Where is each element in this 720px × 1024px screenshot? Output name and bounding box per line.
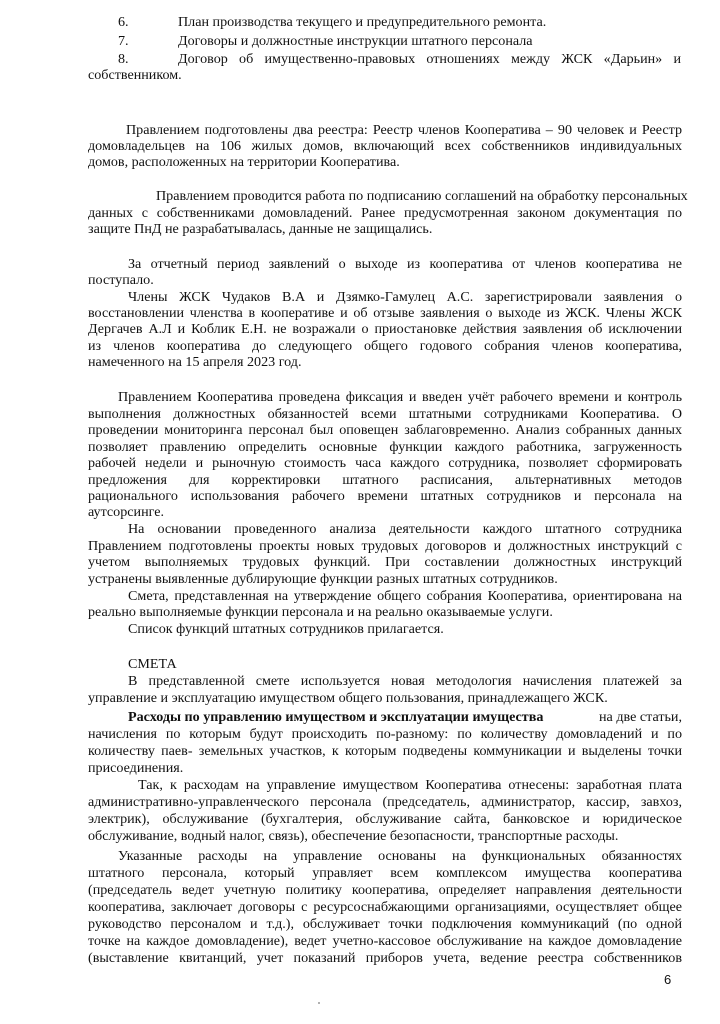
paragraph-line: количеству паев- земельных участков, к которым подведены коммуникации и выделены точки — [88, 743, 682, 759]
paragraph-line: управление и эксплуатацию имуществом общего пользования, принадлежащего ЖСК. — [88, 690, 608, 706]
list-item-text: План производства текущего и предупредительного ремонта. — [178, 14, 547, 30]
paragraph-line: из членов кооператива до следующего общего годового собрания членов кооператива, — [88, 338, 682, 354]
paragraph-line: Правлением подготовлены два реестра: Реестр членов Кооператива – 90 человек и Реестр — [126, 122, 682, 138]
paragraph-line: домов, расположенных на территории Кооператива. — [88, 154, 400, 170]
paragraph-line: Правлением проводится работа по подписанию соглашений на обработку персональных — [156, 188, 688, 204]
list-item-number: 8. — [118, 51, 129, 67]
paragraph-line: рационального использования рабочего времени штатных сотрудников и персонала на — [88, 488, 682, 504]
paragraph-line: рабочей недели и рыночную стоимость часа каждого сотрудника, позволяет сформировать — [88, 455, 682, 471]
paragraph-line: административно-управленческого персонала (председатель, администратор, кассир, завхоз, — [88, 794, 682, 810]
paragraph-line: Указанные расходы на управление основаны на функциональных обязанностях — [118, 848, 682, 864]
paragraph-line: руководство персоналом и т.д.), обслуживает точки подключения коммуникаций (по одной — [88, 916, 682, 932]
list-item-text: Договор об имущественно-правовых отношениях между ЖСК «Дарьин» и — [178, 51, 681, 67]
paragraph-line: В представленной смете используется новая методология начисления платежей за — [128, 673, 682, 689]
paragraph-line: Члены ЖСК Чудаков В.А и Дзямко-Гамулец А.С. зарегистрировали заявления о — [128, 289, 682, 305]
bold-lead-text: Расходы по управлению имуществом и эксплуатации имущества — [128, 709, 544, 725]
paragraph-line: штатного персонала, который управляет всем комплексом имущества кооператива — [88, 865, 682, 881]
paragraph-line: данных с собственниками домовладений. Ранее предусмотренная законом документация по — [88, 205, 682, 221]
paragraph-line: точке на каждое домовладение), ведет учетно-кассовое обслуживание на каждое домовладение — [88, 933, 682, 949]
paragraph-line: восстановлении членства в кооперативе и об отзыве заявления о выходе из ЖСК. Члены ЖСК — [88, 305, 682, 321]
paragraph-line: учетом выполняемых трудовых функций. При составлении должностных инструкций — [88, 554, 682, 570]
paragraph-line: устранены выявленные дублирующие функции разных штатных сотрудников. — [88, 571, 558, 587]
paragraph-line: присоединения. — [88, 760, 184, 776]
paragraph-line: обслуживание, водный налог, связь), обеспечение безопасности, транспортные расходы. — [88, 828, 619, 844]
paragraph-line: На основании проведенного анализа деятельности каждого штатного сотрудника — [128, 521, 682, 537]
paragraph-line: домовладельцев на 106 жилых домов, включающий всех собственников индивидуальных — [88, 138, 682, 154]
paragraph-line: Правлением подготовлены проекты новых трудовых договоров и должностных инструкций с — [88, 538, 682, 554]
paragraph-line: реально выполняемые функции персонала и на реально оказываемые услуги. — [88, 604, 553, 620]
paragraph-line: аутсорсинге. — [88, 504, 164, 520]
list-item-text: Договоры и должностные инструкции штатного персонала — [178, 33, 533, 49]
paragraph-line: позволяет правлению определить основные функции каждого работника, загруженность — [88, 439, 682, 455]
paragraph-line: Так, к расходам на управление имуществом Кооператива отнесены: заработная плата — [138, 777, 682, 793]
paragraph-line: электрик), обслуживание (бухгалтерия, обслуживание сайта, банковское и юридическое — [88, 811, 682, 827]
paragraph-line: (выставление квитанций, учет показаний приборов учета, ведение реестра собственников — [88, 950, 682, 966]
paragraph-line: предложения для корректировки штатного расписания, альтернативных методов — [88, 472, 682, 488]
paragraph-line: начисления по которым будут происходить по-разному: по количеству домовладений и по — [88, 726, 682, 742]
paragraph-line — [128, 709, 682, 725]
list-item-text-continued: собственником. — [88, 67, 182, 83]
section-heading: СМЕТА — [128, 656, 177, 672]
paragraph-line: Правлением Кооператива проведена фиксация и введен учёт рабочего времени и контроль — [118, 389, 682, 405]
paragraph-line: намеченного на 15 апреля 2023 год. — [88, 354, 302, 370]
paragraph-line: За отчетный период заявлений о выходе из кооператива от членов кооператива не — [128, 256, 682, 272]
paragraph-text: на две статьи, — [599, 709, 682, 725]
paragraph-line: Дергачев А.Л и Коблик Е.Н. не возражали о приостановке действия заявления об исключении — [88, 321, 682, 337]
paragraph-line: кооператива, заключает договоры с ресурсоснабжающими организациями, осуществляет общее — [88, 899, 682, 915]
page-number: 6 — [664, 972, 672, 987]
paragraph-line: поступало. — [88, 272, 154, 288]
paragraph-line: защите ПнД не разрабатывалась, данные не защищались. — [88, 221, 433, 237]
paragraph-line: Список функций штатных сотрудников прилагается. — [128, 621, 444, 637]
list-item-number: 6. — [118, 14, 129, 30]
paragraph-line: проведении мониторинга персонал был оповещен заблаговременно. Анализ собранных данных — [88, 422, 682, 438]
paragraph-line: выполнения должностных обязанностей всеми штатными сотрудниками Кооператива. О — [88, 406, 682, 422]
paragraph-line: (председатель ведет учетную политику кооператива, определяет направления деятельности — [88, 882, 682, 898]
paragraph-line: Смета, представленная на утверждение общего собрания Кооператива, ориентирована на — [128, 588, 682, 604]
scan-speck — [318, 1002, 320, 1004]
list-item-number: 7. — [118, 33, 129, 49]
